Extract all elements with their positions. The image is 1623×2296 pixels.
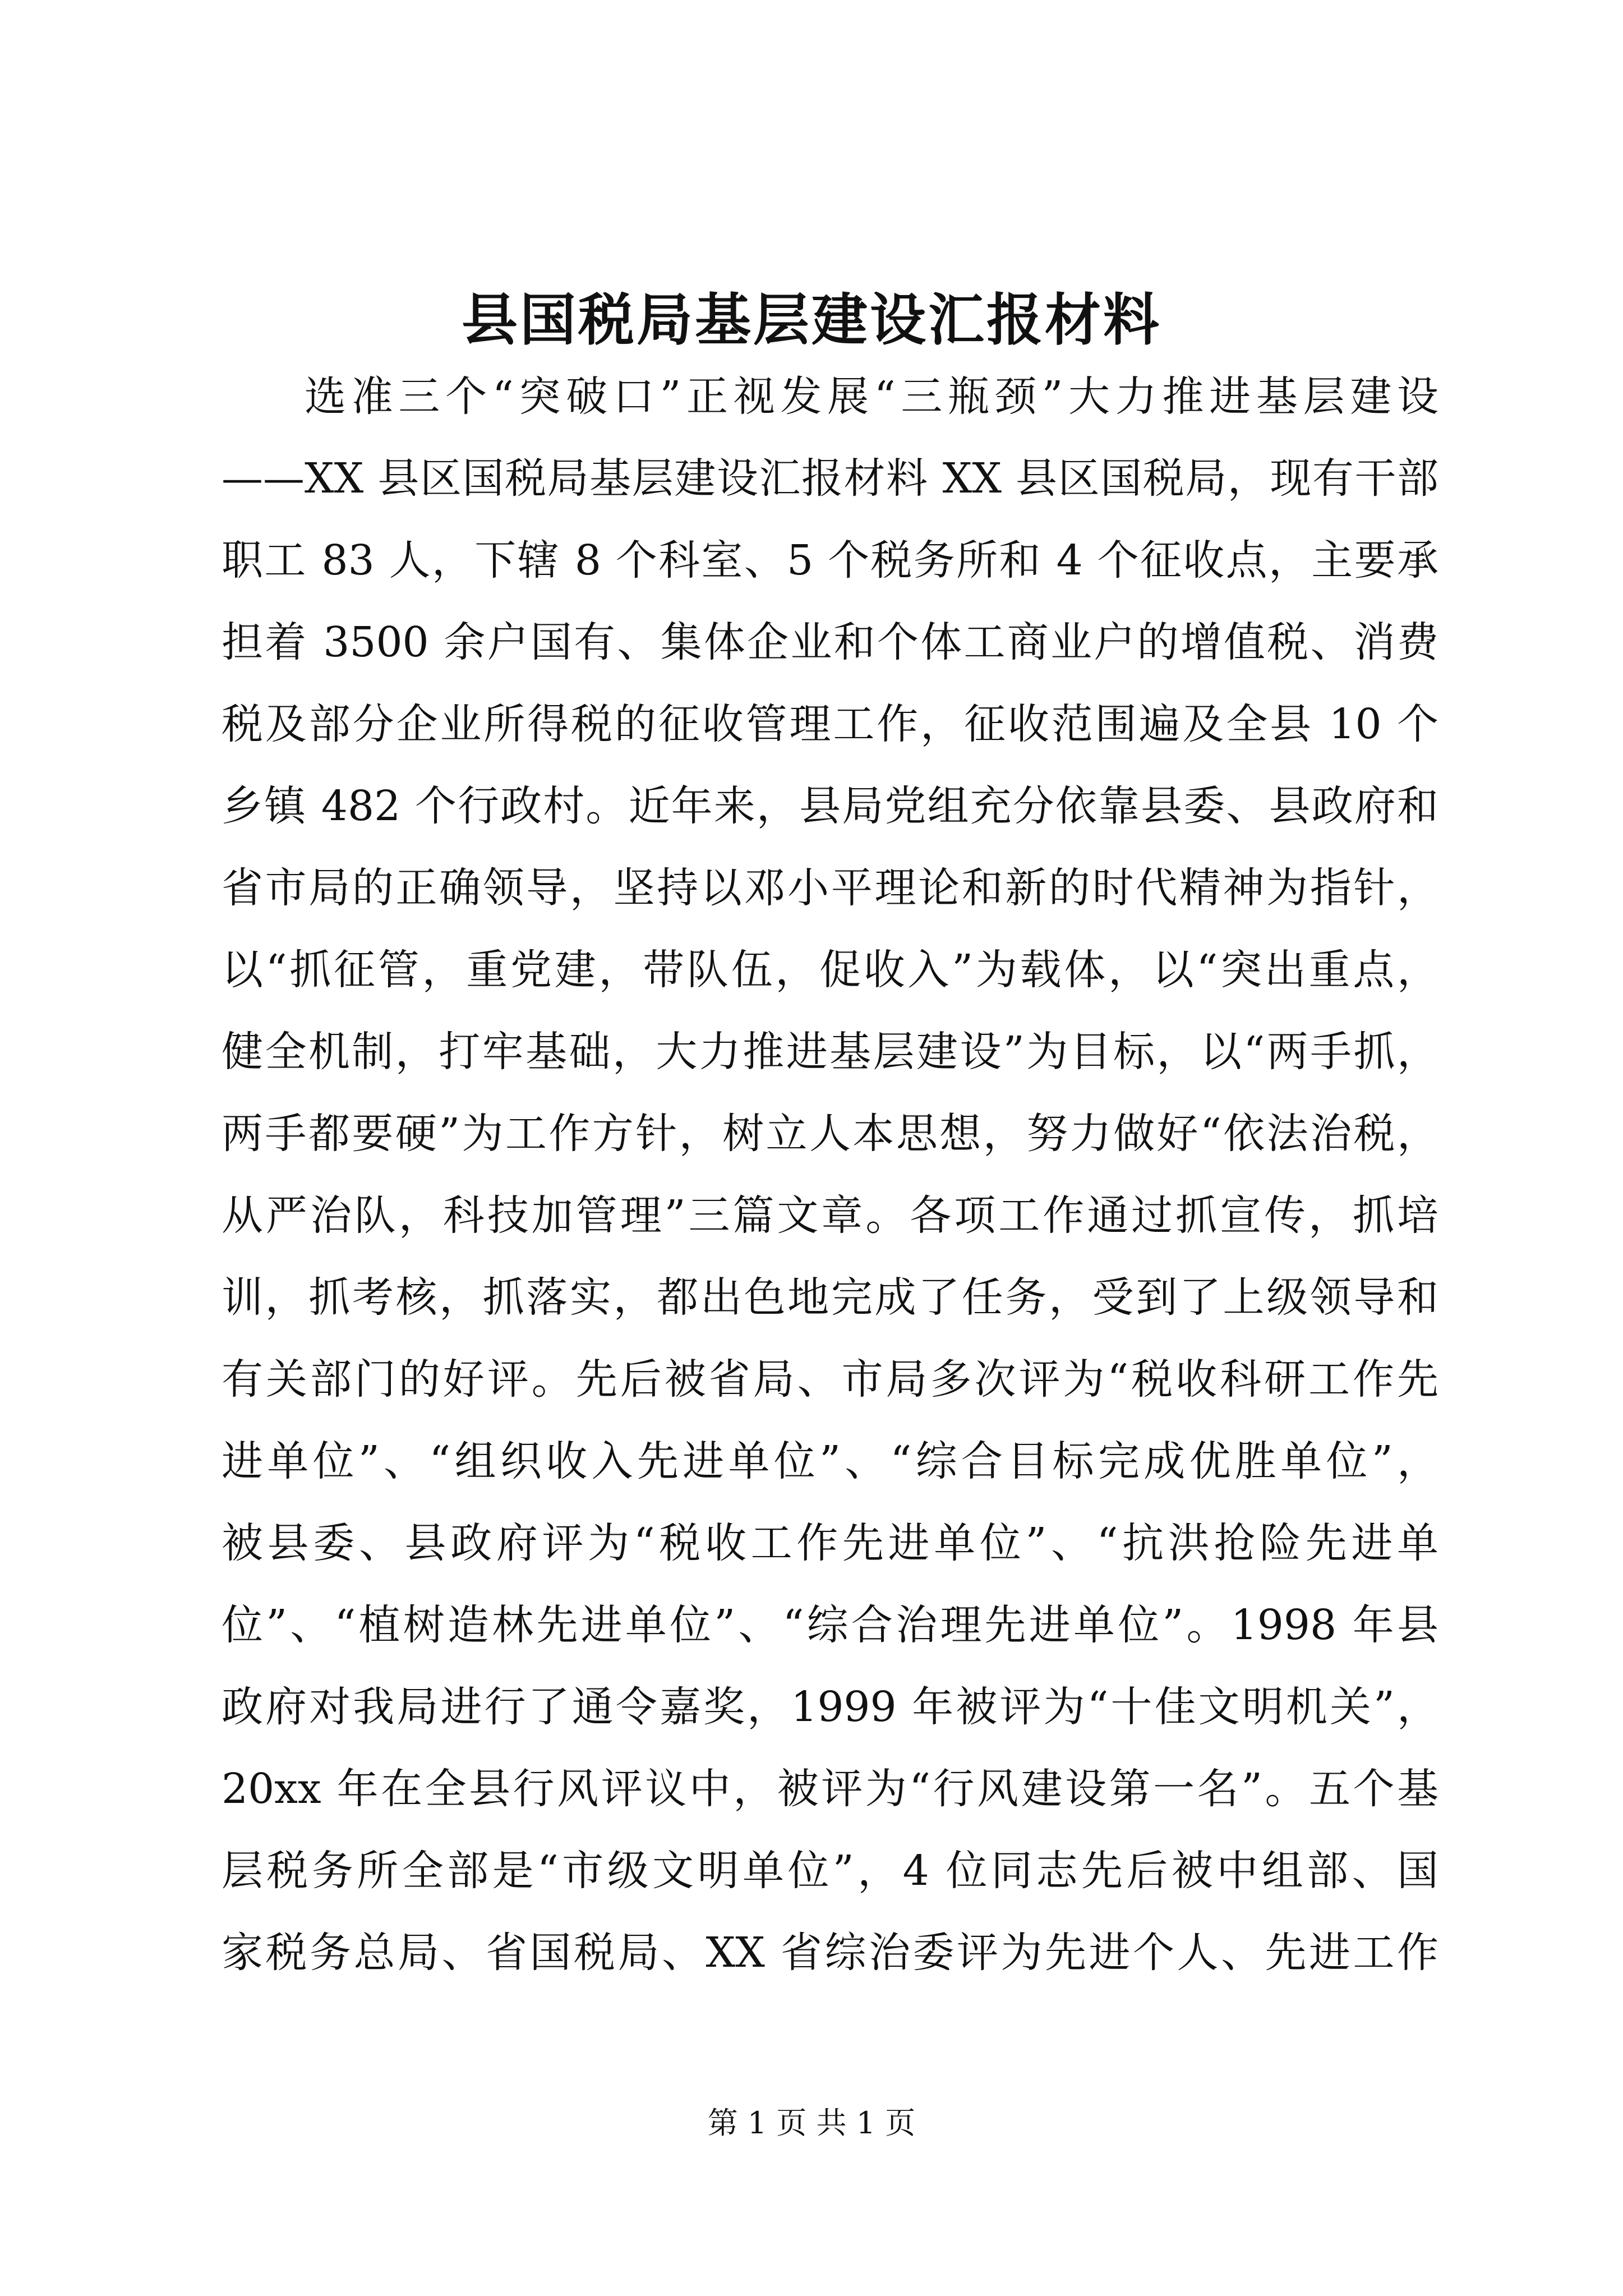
body-line: 健全机制，打牢基础，大力推进基层建设”为目标，以“两手抓， xyxy=(222,1028,1438,1076)
body-line: 位”、“植树造林先进单位”、“综合治理先进单位”。1998 年县 xyxy=(222,1601,1438,1649)
body-line: 进单位”、“组织收入先进单位”、“综合目标完成优胜单位”， xyxy=(222,1437,1438,1485)
body-line: 训，抓考核，抓落实，都出色地完成了任务，受到了上级领导和 xyxy=(222,1273,1438,1322)
body-line: 税及部分企业所得税的征收管理工作，征收范围遍及全县 10 个 xyxy=(222,700,1438,748)
body-line: 职工 83 人，下辖 8 个科室、5 个税务所和 4 个征收点，主要承 xyxy=(222,536,1438,585)
body-line: 从严治队，科技加管理”三篇文章。各项工作通过抓宣传，抓培 xyxy=(222,1191,1438,1240)
body-line: 省市局的正确领导，坚持以邓小平理论和新的时代精神为指针， xyxy=(222,864,1438,912)
body-line: 以“抓征管，重党建，带队伍，促收入”为载体，以“突出重点， xyxy=(222,946,1438,994)
body-line: 层税务所全部是“市级文明单位”，4 位同志先后被中组部、国 xyxy=(222,1847,1438,1895)
body-line: ——XX 县区国税局基层建设汇报材料 XX 县区国税局，现有干部 xyxy=(222,454,1438,503)
body-line: 选准三个“突破口”正视发展“三瓶颈”大力推进基层建设 xyxy=(305,372,1438,421)
document-title: 县国税局基层建设汇报材料 xyxy=(462,287,1161,353)
body-line: 被县委、县政府评为“税收工作先进单位”、“抗洪抢险先进单 xyxy=(222,1519,1438,1567)
body-line: 20xx 年在全县行风评议中，被评为“行风建设第一名”。五个基 xyxy=(222,1765,1438,1813)
page-footer: 第 1 页 共 1 页 xyxy=(707,2105,916,2141)
body-line: 有关部门的好评。先后被省局、市局多次评为“税收科研工作先 xyxy=(222,1355,1438,1404)
body-line: 担着 3500 余户国有、集体企业和个体工商业户的增值税、消费 xyxy=(222,618,1438,666)
body-line: 两手都要硬”为工作方针，树立人本思想，努力做好“依法治税， xyxy=(222,1110,1438,1158)
body-line: 政府对我局进行了通令嘉奖，1999 年被评为“十佳文明机关”， xyxy=(222,1683,1438,1731)
body-line: 家税务总局、省国税局、XX 省综治委评为先进个人、先进工作 xyxy=(222,1929,1438,1977)
document-body xyxy=(222,356,1438,1994)
body-line: 乡镇 482 个行政村。近年来，县局党组充分依靠县委、县政府和 xyxy=(222,782,1438,830)
